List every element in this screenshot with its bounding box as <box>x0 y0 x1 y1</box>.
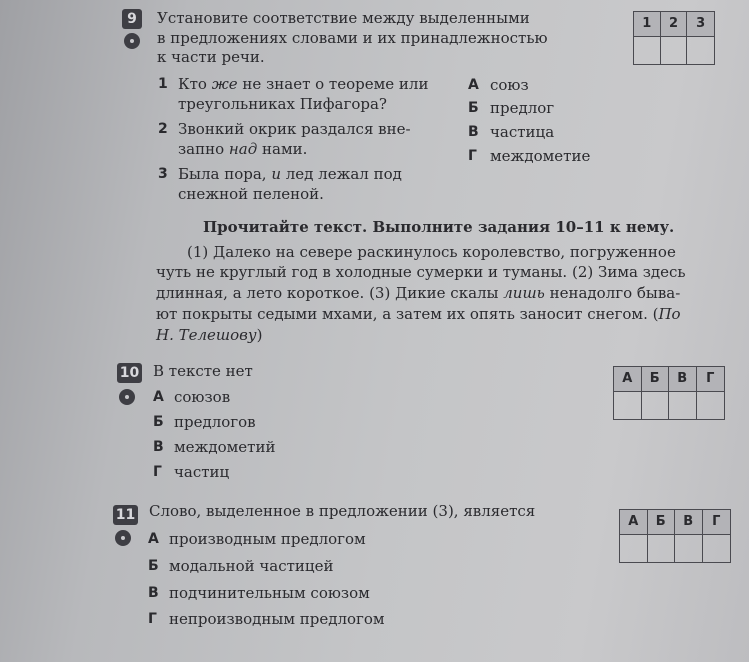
answer-table-header: Г <box>697 367 725 392</box>
task-11-number: 11 <box>113 505 138 525</box>
task-9-item-number: 2 <box>158 121 168 137</box>
task-10-option-text: частиц <box>174 463 230 481</box>
task-9-option-text: союз <box>490 76 529 94</box>
task-9-instruction-line-1: Установите соответствие между выделенными <box>157 9 530 27</box>
answer-cell[interactable] <box>687 37 714 64</box>
answer-table-header: 3 <box>687 12 714 37</box>
task-11-option-text: модальной частицей <box>169 557 334 575</box>
answer-cell[interactable] <box>620 535 648 562</box>
task-10-option-letter: Б <box>153 414 164 430</box>
answer-table-header: Б <box>648 510 676 535</box>
task-10-answer-table <box>613 366 725 420</box>
answer-table-header: Б <box>642 367 670 392</box>
task-11-question: Слово, выделенное в предложении (3), является <box>149 502 536 520</box>
passage-heading: Прочитайте текст. Выполните задания 10–11 к нему. <box>203 218 675 236</box>
task-11-option-letter: А <box>148 531 159 547</box>
task-9-option-text: междометие <box>490 147 591 165</box>
task-10-option-text: предлогов <box>174 413 256 431</box>
task-11-option-text: производным предлогом <box>169 530 366 548</box>
answer-cell[interactable] <box>703 535 731 562</box>
task-9-item-1-line-1: Кто же не знает о теореме или <box>178 75 429 93</box>
task-11-option-text: непроизводным предлогом <box>169 610 385 628</box>
answer-table-header: В <box>669 367 697 392</box>
task-11-option-letter: Г <box>148 611 157 627</box>
task-9-number: 9 <box>122 9 142 29</box>
task-10-option-letter: Г <box>153 464 162 480</box>
answer-table-header: 1 <box>634 12 661 37</box>
task-10-question: В тексте нет <box>153 362 253 380</box>
task-11-answer-table <box>619 509 731 563</box>
answer-table-header: В <box>675 510 703 535</box>
task-10-option-letter: А <box>153 389 164 405</box>
task-9-instruction-line-2: в предложениях словами и их принадлежностью <box>157 29 548 47</box>
task-10-option-text: междометий <box>174 438 276 456</box>
task-9-item-1-line-2: треугольниках Пифагора? <box>178 95 387 113</box>
answer-cell[interactable] <box>648 535 676 562</box>
task-9-option-letter: А <box>468 77 479 93</box>
passage-line-4: ют покрыты седыми мхами, а затем их опять заносит снегом. (По <box>156 305 681 323</box>
answer-table-header: А <box>620 510 648 535</box>
task-9-option-letter: Г <box>468 148 477 164</box>
task-10-number: 10 <box>117 363 142 383</box>
answer-cell[interactable] <box>634 37 661 64</box>
passage-line-2: чуть не круглый год в холодные сумерки и туманы. (2) Зима здесь <box>156 263 686 281</box>
passage-line-3: длинная, а лето короткое. (3) Дикие скалы лишь ненадолго быва- <box>156 284 681 302</box>
answer-cell[interactable] <box>614 392 642 419</box>
answer-cell[interactable] <box>642 392 670 419</box>
task-11-option-text: подчинительным союзом <box>169 584 370 602</box>
task-10-option-text: союзов <box>174 388 231 406</box>
task-10-bullet-icon <box>119 389 135 405</box>
passage-line-5: Н. Телешову) <box>156 326 263 344</box>
task-9-option-letter: В <box>468 124 479 140</box>
task-9-item-2-line-1: Звонкий окрик раздался вне- <box>178 120 411 138</box>
answer-table-header: 2 <box>661 12 688 37</box>
task-9-option-text: частица <box>490 123 555 141</box>
task-9-item-3-line-2: снежной пеленой. <box>178 185 324 203</box>
task-9-answer-table <box>633 11 715 65</box>
task-9-option-text: предлог <box>490 99 555 117</box>
task-11-option-letter: В <box>148 585 159 601</box>
answer-cell[interactable] <box>669 392 697 419</box>
task-9-item-number: 1 <box>158 76 168 92</box>
answer-cell[interactable] <box>661 37 688 64</box>
task-9-instruction-line-3: к части речи. <box>157 48 265 66</box>
task-11-bullet-icon <box>115 530 131 546</box>
passage-line-1: (1) Далеко на севере раскинулось королевство, погруженное <box>187 243 676 261</box>
answer-table-header: Г <box>703 510 731 535</box>
task-10-option-letter: В <box>153 439 164 455</box>
task-9-item-3-line-1: Была пора, и лед лежал под <box>178 165 402 183</box>
task-9-option-letter: Б <box>468 100 479 116</box>
answer-table-header: А <box>614 367 642 392</box>
answer-cell[interactable] <box>697 392 725 419</box>
task-11-option-letter: Б <box>148 558 159 574</box>
task-9-item-number: 3 <box>158 166 168 182</box>
task-9-item-2-line-2: запно над нами. <box>178 140 308 158</box>
answer-cell[interactable] <box>675 535 703 562</box>
task-9-bullet-icon <box>124 33 140 49</box>
